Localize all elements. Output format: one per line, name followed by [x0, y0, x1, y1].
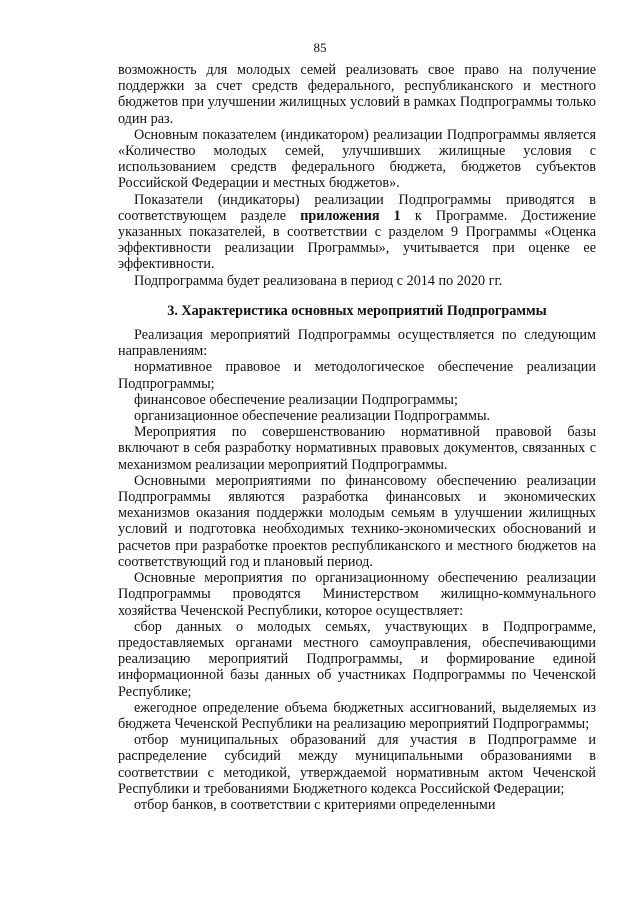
appendix-reference: приложения 1 — [300, 207, 401, 224]
paragraph-financial: Основными мероприятиями по финансовому обеспечению реализации Подпрограммы являются разработка финансовых и экономических механизмов оказания поддержки молодым семьям в улучшении жилищных условий и подготовка необходимых технико-экономических обоснований и расчетов при разработке проектов республиканского и местного бюджетов на соответствующий год и плановый период. — [118, 472, 596, 570]
paragraph-text: Показатели (индикаторы) реализации Подпрограммы приводятся в соответствующем разделе — [118, 191, 596, 224]
section-heading: 3. Характеристика основных мероприятий Подпрограммы — [167, 302, 547, 319]
document-body — [118, 62, 596, 813]
list-item: ежегодное определение объема бюджетных ассигнований, выделяемых из бюджета Чеченской Республики на реализацию мероприятий Подпрограммы; — [118, 699, 596, 732]
list-item: нормативное правовое и методологическое обеспечение реализации Подпрограммы; — [118, 359, 596, 392]
list-item: организационное обеспечение реализации Подпрограммы. — [134, 408, 491, 425]
list-item: отбор муниципальных образований для участия в Подпрограмме и распределение субсидий между муниципальными образованиями в соответствии с методикой, утверждаемой нормативным актом Чеченской Республики и требованиями Бюджетного кодекса Российской Федерации; — [118, 732, 596, 797]
paragraph-period: Подпрограмма будет реализована в период с 2014 по 2020 гг. — [134, 272, 503, 289]
paragraph-organizational: Основные мероприятия по организационному обеспечению реализации Подпрограммы проводятся Министерством жилищно-коммунального хозяйства Чеченской Республики, которое осуществляет: — [118, 570, 596, 619]
paragraph-indicators-reference — [118, 192, 596, 273]
list-item: сбор данных о молодых семьях, участвующих в Подпрограмме, предоставляемых органами местного самоуправления, обеспечивающими реализацию мероприятий Подпрограммы, и формирование единой информационной базы данных об участниках Подпрограммы по Чеченской Республике; — [118, 618, 596, 700]
list-item: финансовое обеспечение реализации Подпрограммы; — [134, 391, 458, 408]
list-item: отбор банков, в соответствии с критериями определенными — [134, 796, 496, 813]
paragraph-directions: Реализация мероприятий Подпрограммы осуществляется по следующим направлениям: — [118, 327, 596, 360]
paragraph-main-indicator: Основным показателем (индикатором) реализации Подпрограммы является «Количество молодых семей, улучшивших жилищные условия с использованием средств федерального бюджета, бюджетов субъектов Российской Федерации и местных бюджетов». — [118, 126, 596, 192]
page-number: 85 — [313, 40, 327, 55]
paragraph-text: к Программе. Достижение указанных показателей, в соответствии с разделом 9 Программы «Оценка эффективности реализации Программы», учитывается при оценке ее эффективности. — [118, 207, 596, 273]
paragraph-legal-base: Мероприятия по совершенствованию нормативной правовой базы включают в себя разработку нормативных правовых документов, связанных с механизмом реализации мероприятий Подпрограммы. — [118, 424, 596, 473]
paragraph-continuation: возможность для молодых семей реализовать свое право на получение поддержки за счет средств федерального, республиканского и местного бюджетов при улучшении жилищных условий в рамках Подпрограммы только один раз. — [118, 62, 596, 127]
